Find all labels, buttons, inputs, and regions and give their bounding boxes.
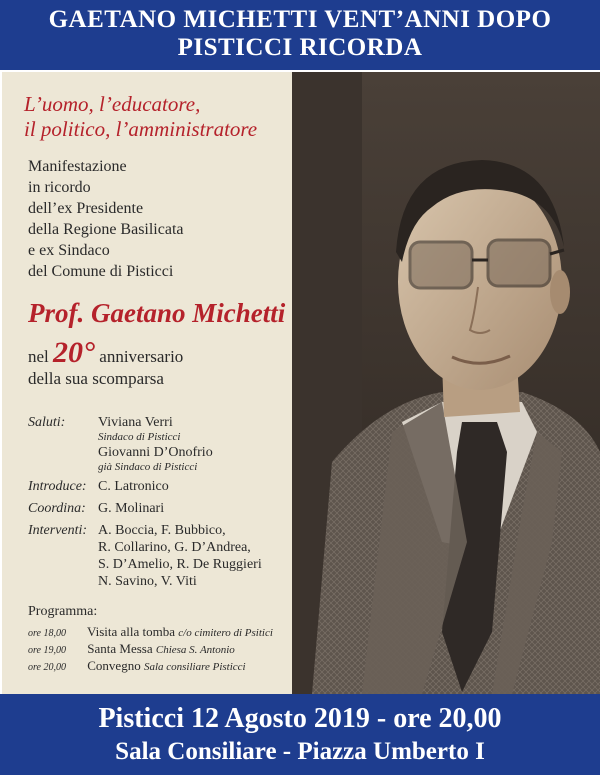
speaker-name: Giovanni D’Onofrio <box>98 445 213 460</box>
programma-event: Convegno <box>87 658 141 673</box>
programma-title: Programma: <box>28 604 98 619</box>
anniversary-line2: della sua scomparsa <box>28 369 164 388</box>
saluti-label: Saluti: <box>28 415 66 430</box>
interventi-line: S. D’Amelio, R. De Ruggieri <box>98 557 262 572</box>
intro-line: e ex Sindaco <box>28 242 110 259</box>
honoree-name: Prof. Gaetano Michetti <box>28 298 286 328</box>
subtitle <box>24 92 294 142</box>
interventi-line: N. Savino, V. Viti <box>98 574 197 589</box>
interventi-label: Interventi: <box>28 523 88 538</box>
portrait-photo <box>292 72 600 694</box>
speaker-name: Viviana Verri <box>98 415 173 430</box>
anniversary-prefix: nel <box>28 347 49 366</box>
coordina-label: Coordina: <box>28 501 86 516</box>
introduce-label: Introduce: <box>28 479 87 494</box>
programma-item <box>28 658 246 676</box>
interventi-line: R. Collarino, G. D’Andrea, <box>98 540 251 555</box>
speaker-role: Sindaco di Pisticci <box>98 431 181 443</box>
event-date-time: Pisticci 12 Agosto 2019 - ore 20,00 <box>98 703 502 734</box>
programma-time: ore 18,00 <box>28 628 66 639</box>
introduce-value: C. Latronico <box>98 479 169 494</box>
header-title: GAETANO MICHETTI VENT’ANNI DOPO <box>48 6 552 33</box>
intro-line: del Comune di Pisticci <box>28 263 174 280</box>
intro-line: dell’ex Presidente <box>28 200 144 217</box>
programma-note: c/o cimitero di Psitici <box>178 627 273 639</box>
intro-line: in ricordo <box>28 179 91 196</box>
anniversary-number: 20° <box>53 336 96 369</box>
programma-item <box>28 624 273 642</box>
programma-event: Visita alla tomba <box>87 624 176 639</box>
intro-line: della Regione Basilicata <box>28 221 184 238</box>
interventi-line: A. Boccia, F. Bubbico, <box>98 523 226 538</box>
programma-event: Santa Messa <box>87 641 153 656</box>
portrait-illustration <box>292 72 600 694</box>
intro-text <box>28 156 290 282</box>
footer-band <box>0 694 600 775</box>
coordina-value: G. Molinari <box>98 501 165 516</box>
programma-item <box>28 641 235 659</box>
subtitle-line: il politico, l’amministratore <box>24 117 258 141</box>
subtitle-line: L’uomo, l’educatore, <box>24 92 201 116</box>
intro-line: Manifestazione <box>28 158 127 175</box>
header-subtitle: PISTICCI RICORDA <box>177 34 423 61</box>
speaker-role: già Sindaco di Pisticci <box>98 461 198 473</box>
header-band <box>0 0 600 70</box>
programma-time: ore 20,00 <box>28 662 66 673</box>
event-location: Sala Consiliare - Piazza Umberto I <box>115 738 485 765</box>
programma-note: Chiesa S. Antonio <box>155 644 235 656</box>
programma-time: ore 19,00 <box>28 645 66 656</box>
anniversary-suffix: anniversario <box>99 347 184 366</box>
anniversary <box>28 336 290 390</box>
programma-note: Sala consiliare Pisticci <box>143 661 246 673</box>
